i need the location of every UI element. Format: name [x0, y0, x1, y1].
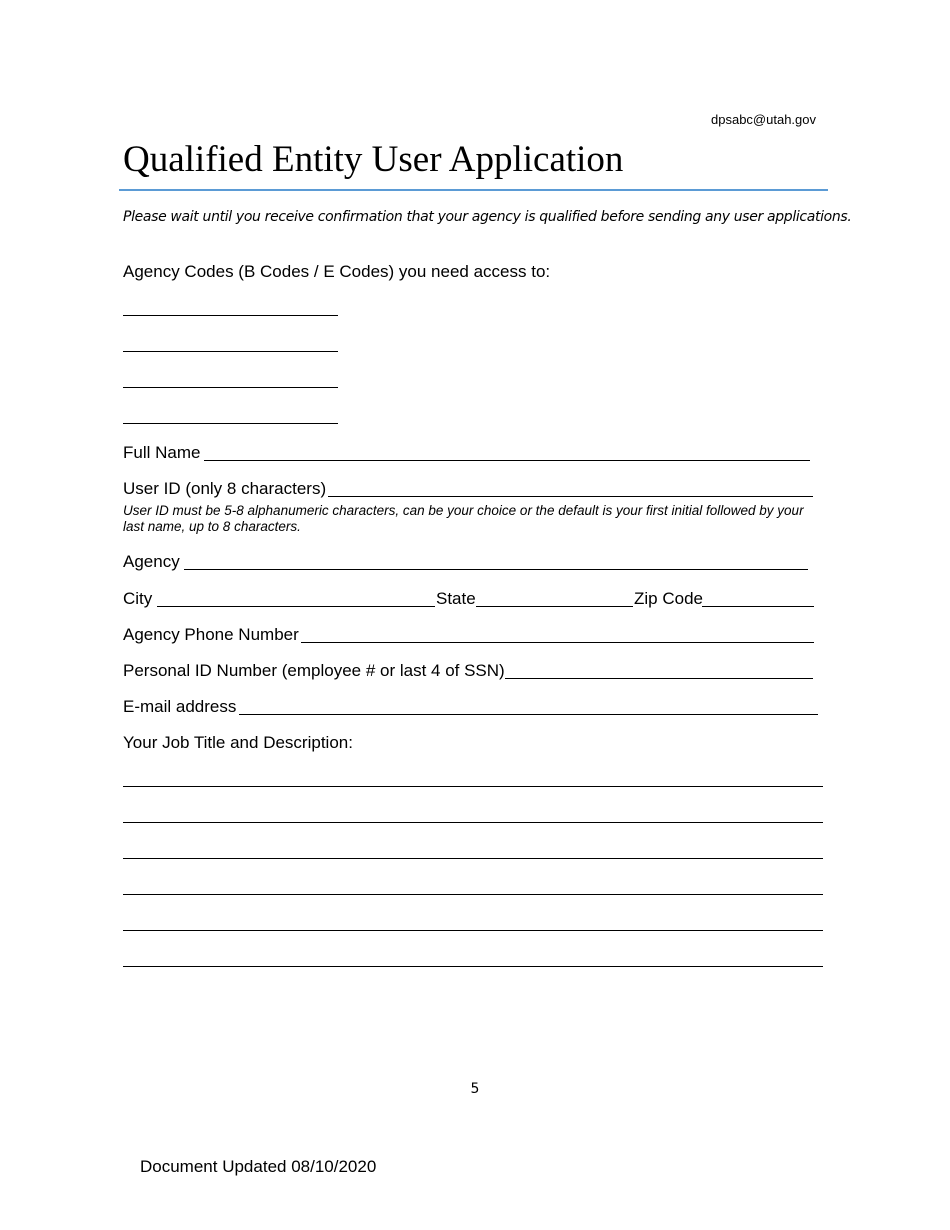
agency-label: Agency — [123, 552, 180, 571]
agency-code-field-1[interactable] — [123, 315, 338, 316]
agency-code-field-3[interactable] — [123, 387, 338, 388]
contact-email: dpsabc@utah.gov — [711, 112, 816, 127]
email-label: E-mail address — [123, 697, 237, 716]
user-id-label: User ID (only 8 characters) — [123, 479, 327, 498]
city-field[interactable] — [157, 606, 435, 607]
job-description-line-5[interactable] — [123, 930, 823, 931]
personal-id-field[interactable] — [505, 678, 813, 679]
full-name-field[interactable] — [204, 460, 810, 461]
city-label: City — [123, 589, 153, 608]
job-description-line-3[interactable] — [123, 858, 823, 859]
user-id-field[interactable] — [328, 496, 813, 497]
personal-id-label: Personal ID Number (employee # or last 4 of SSN) — [123, 661, 505, 680]
notice-text: Please wait until you receive confirmation that your agency is qualified before sending any user applications. — [123, 209, 852, 225]
page-number: 5 — [470, 1081, 480, 1097]
job-description-line-4[interactable] — [123, 894, 823, 895]
job-description-line-6[interactable] — [123, 966, 823, 967]
state-field[interactable] — [476, 606, 633, 607]
zip-code-label: Zip Code — [634, 589, 703, 608]
document-updated-date: Document Updated 08/10/2020 — [140, 1157, 377, 1176]
agency-codes-label: Agency Codes (B Codes / E Codes) you need access to: — [123, 262, 551, 281]
job-description-line-2[interactable] — [123, 822, 823, 823]
page-title: Qualified Entity User Application — [123, 139, 624, 180]
agency-phone-label: Agency Phone Number — [123, 625, 299, 644]
agency-code-field-2[interactable] — [123, 351, 338, 352]
zip-code-field[interactable] — [702, 606, 814, 607]
full-name-label: Full Name — [123, 443, 201, 462]
email-field[interactable] — [239, 714, 818, 715]
state-label: State — [436, 589, 476, 608]
job-title-label: Your Job Title and Description: — [123, 733, 353, 752]
agency-phone-field[interactable] — [301, 642, 814, 643]
agency-code-field-4[interactable] — [123, 423, 338, 424]
title-divider — [119, 189, 828, 191]
job-description-line-1[interactable] — [123, 786, 823, 787]
user-id-hint: User ID must be 5-8 alphanumeric characters, can be your choice or the default is your first initial followed by your last name, up to 8 characters. — [123, 503, 804, 534]
agency-field[interactable] — [184, 569, 808, 570]
